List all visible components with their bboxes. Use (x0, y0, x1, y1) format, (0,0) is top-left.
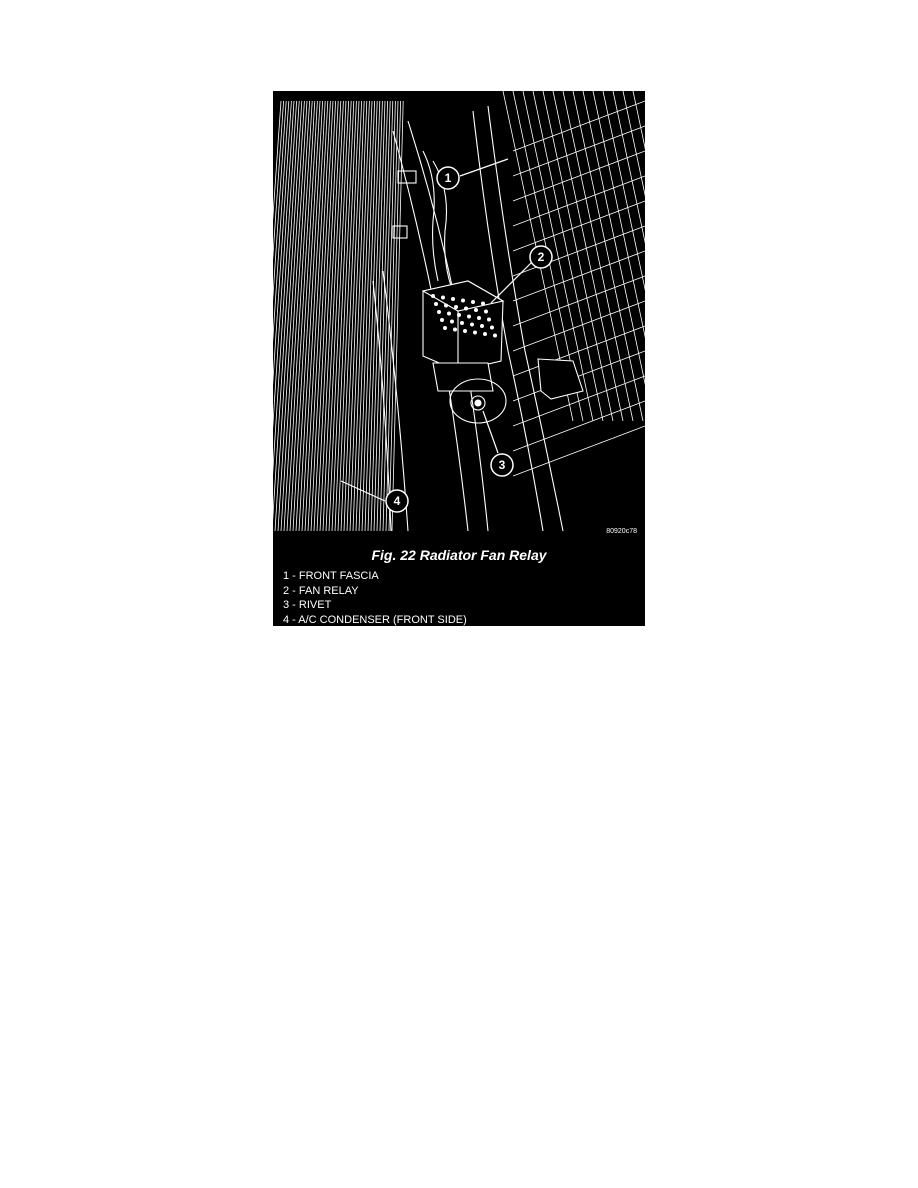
svg-text:4: 4 (393, 494, 401, 508)
callout-4 (386, 490, 408, 512)
figure-legend (283, 569, 467, 626)
legend-item: 4 - A/C CONDENSER (FRONT SIDE) (283, 613, 467, 626)
figure-caption: Fig. 22 Radiator Fan Relay (371, 547, 547, 563)
legend-item: 3 - RIVET (283, 599, 332, 611)
grille-mesh (503, 91, 645, 476)
svg-text:1: 1 (444, 171, 452, 185)
image-code: 80920c78 (606, 528, 637, 535)
figure-panel (273, 91, 645, 626)
callout-1 (437, 167, 459, 189)
fan-relay-block (423, 281, 503, 391)
legend-item: 2 - FAN RELAY (283, 584, 359, 597)
condenser-fins (273, 101, 403, 531)
callout-2 (530, 246, 552, 268)
svg-text:3: 3 (498, 458, 506, 472)
grille-clip (538, 359, 583, 399)
fan-relay-illustration (273, 91, 645, 543)
legend-item: 1 - FRONT FASCIA (283, 570, 379, 582)
svg-text:2: 2 (537, 250, 545, 264)
callout-3 (491, 454, 513, 476)
